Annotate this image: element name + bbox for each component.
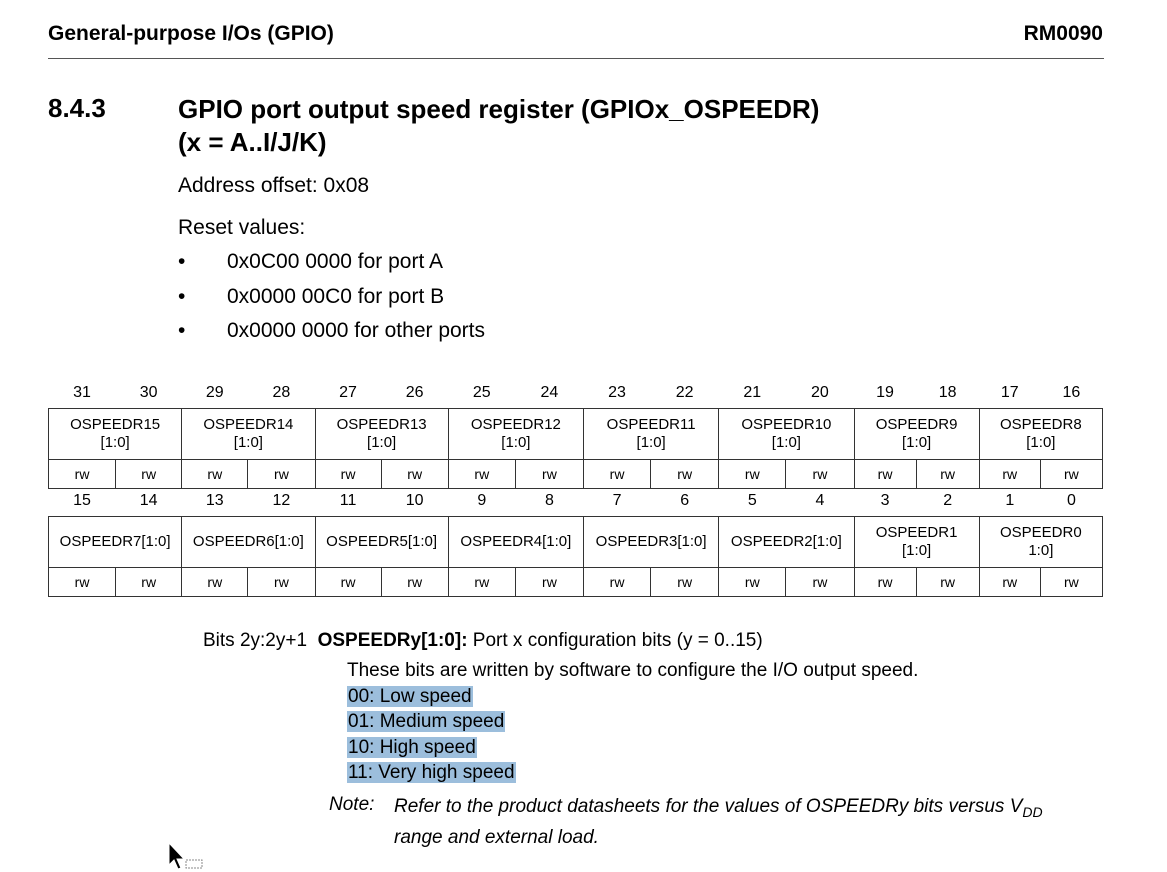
access-type: rw (651, 568, 719, 597)
register-field (49, 409, 182, 460)
field-label: OSPEEDR11 (606, 416, 696, 433)
field-bit-range: [1:0] (771, 434, 801, 451)
field-bit-range: 1:0] (1028, 542, 1054, 559)
bit-number: 25 (472, 384, 491, 401)
field-label: OSPEEDR6[1:0] (192, 533, 304, 550)
access-type: rw (584, 460, 651, 489)
access-type: rw (182, 568, 248, 597)
note-subscript: DD (1022, 803, 1043, 820)
field-label: OSPEEDR8 (1000, 416, 1082, 433)
field-label: OSPEEDR15 (70, 416, 161, 433)
access-type: rw (248, 460, 315, 489)
speed-option (347, 737, 477, 759)
bit-number: 13 (205, 492, 224, 509)
field-bit-range: [1:0] (367, 434, 397, 451)
access-type: rw (248, 568, 315, 597)
access-type: rw (979, 460, 1040, 489)
access-type: rw (116, 568, 182, 597)
bit-number: 23 (608, 384, 626, 401)
field-label: OSPEEDR14 (203, 416, 294, 433)
access-type: rw (315, 460, 381, 489)
register-field (448, 409, 583, 460)
bit-number: 10 (405, 492, 424, 509)
access-type: rw (786, 460, 854, 489)
register-field (979, 517, 1102, 568)
access-type: rw (448, 460, 515, 489)
section-number: 8.4.3 (48, 93, 106, 123)
reset-value-text: 0x0C00 0000 for port A (227, 250, 443, 273)
speed-option (347, 762, 516, 784)
register-field (854, 517, 979, 568)
bit-number: 5 (747, 492, 757, 509)
bit-number: 4 (815, 492, 825, 509)
bit-number: 9 (477, 492, 487, 509)
bit-number: 0 (1066, 492, 1076, 509)
bit-number: 27 (339, 384, 357, 401)
bit-number: 14 (139, 492, 158, 509)
bit-number: 31 (73, 384, 91, 401)
field-label: OSPEEDR3[1:0] (595, 533, 707, 550)
field-bit-range: [1:0] (100, 434, 130, 451)
bit-number: 1 (1005, 492, 1015, 509)
access-type: rw (916, 568, 979, 597)
chapter-title: General-purpose I/Os (GPIO) (48, 22, 334, 45)
field-desc: Port x configuration bits (y = 0..15) (467, 630, 763, 651)
field-bit-range: [1:0] (902, 542, 932, 559)
highlighted-text: 10: High speed (348, 737, 476, 758)
bit-number: 11 (339, 492, 357, 509)
register-field (719, 409, 854, 460)
access-type: rw (182, 460, 248, 489)
bit-number: 24 (540, 384, 559, 401)
reset-value-text: 0x0000 0000 for other ports (227, 319, 486, 342)
bit-number: 18 (938, 384, 957, 401)
register-field (182, 517, 315, 568)
field-label: OSPEEDR2[1:0] (730, 533, 842, 550)
access-type: rw (1040, 460, 1102, 489)
section-title-line1: GPIO port output speed register (GPIOx_OSPEEDR) (178, 94, 820, 124)
bit-description-heading (203, 630, 763, 652)
bit-number: 16 (1062, 384, 1081, 401)
access-type: rw (979, 568, 1040, 597)
speed-option (347, 686, 473, 708)
note-line1: Refer to the product datasheets for the values of OSPEEDRy bits versus V (394, 796, 1023, 817)
field-label: OSPEEDR9 (875, 416, 958, 433)
bit-number: 29 (205, 384, 224, 401)
highlighted-text: 01: Medium speed (348, 711, 505, 732)
register-field (584, 409, 719, 460)
note-line2: range and external load. (394, 826, 599, 848)
register-field (584, 517, 719, 568)
reset-values-label: Reset values: (178, 216, 306, 239)
access-type: rw (786, 568, 854, 597)
access-type: rw (116, 460, 182, 489)
register-map-lower (48, 486, 1103, 597)
bit-number: 12 (272, 492, 291, 509)
access-type: rw (651, 460, 719, 489)
register-field (719, 517, 854, 568)
bit-number: 22 (675, 384, 694, 401)
access-type: rw (381, 460, 448, 489)
highlighted-text: 00: Low speed (348, 686, 472, 707)
access-type: rw (854, 568, 916, 597)
field-label: OSPEEDR1 (875, 524, 958, 541)
register-map-upper (48, 378, 1103, 489)
bit-number: 19 (876, 384, 894, 401)
highlighted-text: 11: Very high speed (348, 762, 515, 783)
document-id: RM0090 (1023, 22, 1103, 45)
bit-number: 21 (743, 384, 762, 401)
field-label: OSPEEDR4[1:0] (460, 533, 572, 550)
access-type: rw (1040, 568, 1102, 597)
bit-number: 6 (680, 492, 690, 509)
access-type: rw (381, 568, 448, 597)
field-intro: These bits are written by software to configure the I/O output speed. (347, 660, 919, 681)
register-field (315, 517, 448, 568)
bullet-icon: • (178, 319, 186, 342)
bit-number: 20 (811, 384, 829, 401)
register-field (315, 409, 448, 460)
access-type: rw (448, 568, 515, 597)
bit-number: 7 (612, 492, 622, 509)
register-field (448, 517, 583, 568)
field-bit-range: [1:0] (501, 434, 531, 451)
mouse-cursor-icon (166, 842, 206, 872)
access-type: rw (515, 568, 583, 597)
reset-value-text: 0x0000 00C0 for port B (227, 284, 445, 308)
access-type: rw (49, 568, 116, 597)
section-title (178, 93, 819, 159)
access-type: rw (916, 460, 979, 489)
register-field (182, 409, 315, 460)
register-field (854, 409, 979, 460)
field-bit-range: [1:0] (902, 434, 932, 451)
register-field (49, 517, 182, 568)
field-bit-range: [1:0] (636, 434, 666, 451)
field-label: OSPEEDR7[1:0] (59, 533, 171, 550)
field-name: OSPEEDRy[1:0]: (317, 630, 468, 651)
section-title-line2: (x = A..I/J/K) (178, 127, 327, 157)
access-type: rw (515, 460, 583, 489)
header-rule (48, 58, 1104, 59)
field-bit-range: [1:0] (233, 434, 263, 451)
field-label: OSPEEDR0 (1000, 524, 1082, 541)
bullet-icon: • (178, 284, 186, 308)
access-type: rw (719, 568, 786, 597)
field-label: OSPEEDR5[1:0] (326, 533, 438, 550)
access-type: rw (854, 460, 916, 489)
access-type: rw (49, 460, 116, 489)
address-offset: Address offset: 0x08 (178, 174, 370, 197)
access-type: rw (584, 568, 651, 597)
bit-number: 17 (1000, 384, 1019, 401)
bit-number: 15 (73, 492, 91, 509)
bit-number: 26 (405, 384, 424, 401)
field-label: OSPEEDR12 (470, 416, 561, 433)
access-type: rw (719, 460, 786, 489)
field-label: OSPEEDR13 (336, 416, 427, 433)
note-text (394, 794, 1043, 851)
bit-number: 28 (272, 384, 291, 401)
bit-number: 30 (139, 384, 158, 401)
field-label: OSPEEDR10 (741, 416, 832, 433)
bit-number: 8 (544, 492, 554, 509)
bit-number: 3 (880, 492, 890, 509)
bit-number: 2 (943, 492, 953, 509)
bit-range: Bits 2y:2y+1 (203, 630, 308, 651)
field-bit-range: [1:0] (1026, 434, 1056, 451)
bullet-icon: • (178, 250, 186, 273)
note-label: Note: (329, 794, 375, 815)
register-field (979, 409, 1102, 460)
access-type: rw (315, 568, 381, 597)
speed-option (347, 711, 505, 733)
